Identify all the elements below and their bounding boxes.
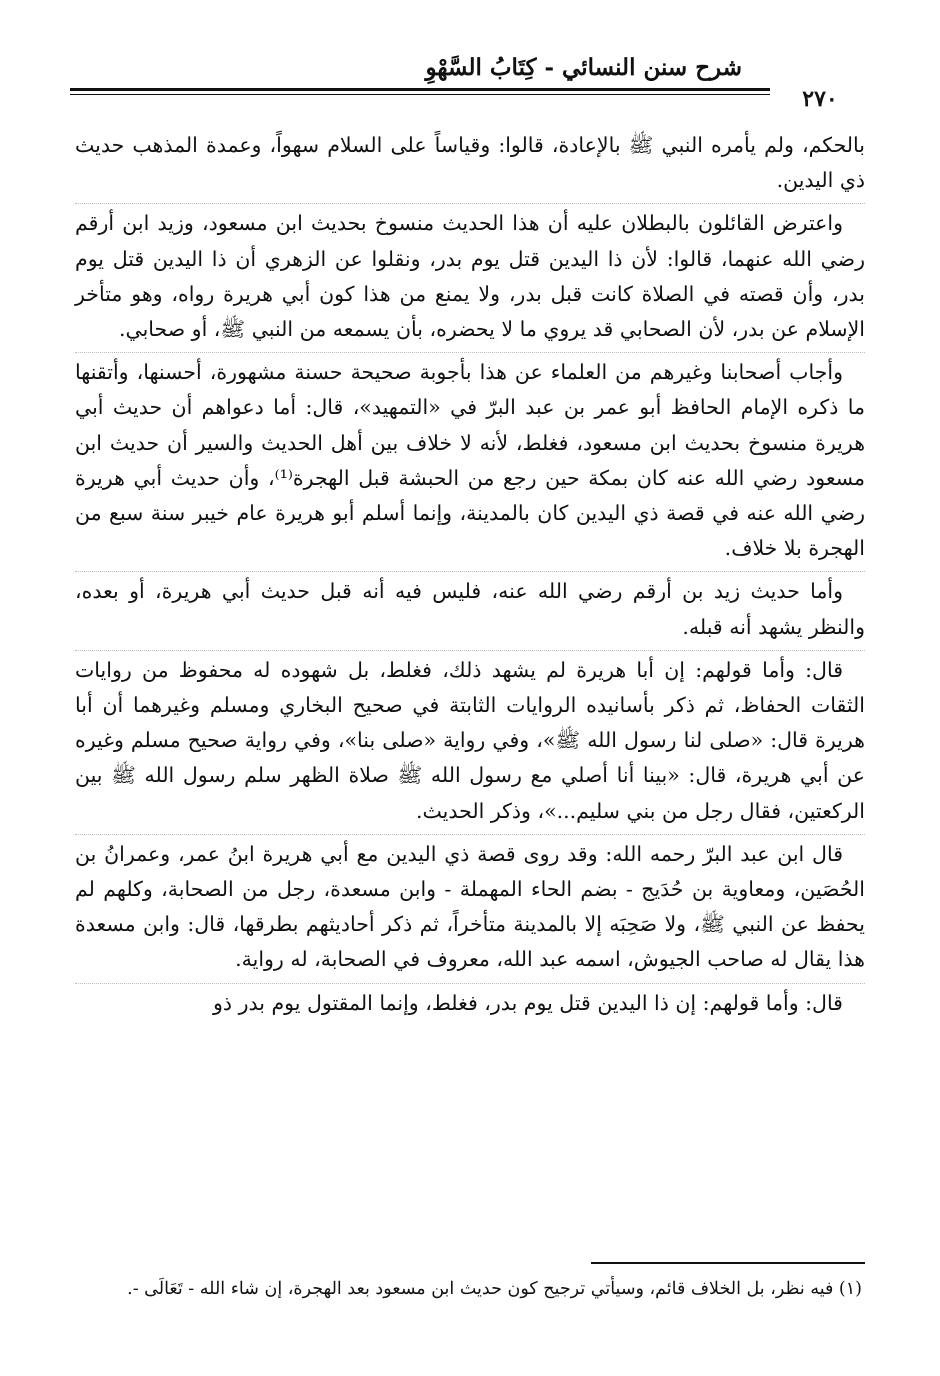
header-rule-thick xyxy=(70,88,770,91)
paragraph: واعترض القائلون بالبطلان عليه أن هذا الحديث منسوخ بحديث ابن مسعود، وزيد ابن أرقم رضي الله عنهما، قالوا: لأن ذا اليدين قتل يوم بدر، ونقلوا عن الزهري أن ذا اليدين قتل يوم بدر، وأن قصته في الصلاة كانت قبل بدر، ولا يمنع من هذا كون أبي هريرة رواه، وهو متأخر الإسلام عن بدر، لأن الصحابي قد يروي ما لا يحضره، بأن يسمعه من النبي ﷺ، أو صحابي. xyxy=(75,211,865,342)
paragraph-divider xyxy=(75,571,865,572)
paragraph: وأجاب أصحابنا وغيرهم من العلماء عن هذا بأجوبة صحيحة حسنة مشهورة، أحسنها، وأتقنها ما ذكره الإمام الحافظ أبو عمر بن عبد البرّ في «التمهيد»، قال: أما دعواهم أن حديث أبي هريرة منسوخ بحديث ابن مسعود، فغلط، لأنه لا خلاف بين أهل الحديث والسير أن حديث ابن مسعود رضي الله عنه كان بمكة حين رجع من الحبشة قبل الهجرة⁽¹⁾، وأن حديث أبي هريرة رضي الله عنه في قصة ذي اليدين كان بالمدينة، وإنما أسلم أبو هريرة عام خيبر سنة سبع من الهجرة بلا خلاف. xyxy=(75,360,865,561)
running-header xyxy=(70,48,862,112)
footnote xyxy=(78,1274,862,1304)
paragraph: قال: وأما قولهم: إن أبا هريرة لم يشهد ذلك، فغلط، بل شهوده له محفوظ من روايات الثقات الحفاظ، ثم ذكر بأسانيده الروايات الثابتة في صحيح البخاري ومسلم وغيرهما أن أبا هريرة قال: «صلى لنا رسول الله ﷺ»، وفي رواية «صلى بنا»، وفي رواية صحيح مسلم وغيره عن أبي هريرة، قال: «بينا أنا أصلي مع رسول الله ﷺ صلاة الظهر سلم رسول الله ﷺ بين الركعتين، فقال رجل من بني سليم...»، وذكر الحديث. xyxy=(75,657,865,823)
paragraph-divider xyxy=(75,352,865,353)
paragraph-divider xyxy=(75,203,865,204)
paragraph: قال ابن عبد البرّ رحمه الله: وقد روى قصة ذي اليدين مع أبي هريرة ابنُ عمر، وعمرانُ بن الحُصَين، ومعاوية بن حُدَيج - بضم الحاء المهملة - وابن مسعدة، رجل من الصحابة، وكلهم لم يحفظ عن النبي ﷺ، ولا صَحِبَه إلا بالمدينة متأخراً، ثم ذكر أحاديثهم بطرقها، قال: وابن مسعدة هذا يقال له صاحب الجيوش، اسمه عبد الله، معروف في الصحابة، له رواية. xyxy=(75,841,865,972)
paragraph: قال: وأما قولهم: إن ذا اليدين قتل يوم بدر، فغلط، وإنما المقتول يوم بدر ذو xyxy=(213,990,843,1015)
paragraph: بالحكم، ولم يأمره النبي ﷺ بالإعادة، قالوا: وقياساً على السلام سهواً، وعمدة المذهب حديث ذي اليدين. xyxy=(75,133,865,193)
running-title: شرح سنن النسائي - كِتَابُ السَّهْوِ xyxy=(425,54,742,81)
page-number: ٢٧٠ xyxy=(778,86,862,112)
main-text xyxy=(75,128,865,1021)
header-rule-thin xyxy=(70,94,770,95)
footnote-text: (١) فيه نظر، بل الخلاف قائم، وسيأتي ترجيح كون حديث ابن مسعود بعد الهجرة، إن شاء الله - تَعَالَى -. xyxy=(127,1279,862,1299)
footnote-rule xyxy=(591,1262,865,1264)
paragraph-divider xyxy=(75,650,865,651)
paragraph-divider xyxy=(75,834,865,835)
paragraph: وأما حديث زيد بن أرقم رضي الله عنه، فليس فيه أنه قبل حديث أبي هريرة، أو بعده، والنظر يشهد أنه قبله. xyxy=(75,579,865,639)
paragraph-divider xyxy=(75,983,865,984)
